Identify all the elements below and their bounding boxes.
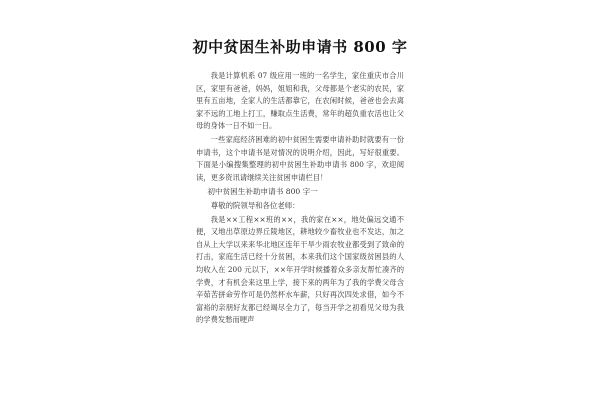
letter-greeting: 尊敬的院领导和各位老师： (210, 200, 300, 210)
section-subheading: 初中贫困生补助申请书 800 字一 (207, 187, 318, 197)
body-paragraph: 一些家庭经济困难的初中贫困生需要申请补助时就要有一份申请书，这个申请书是对情况的说明介绍，因此，写好很重要。下面是小编搜集整理的初中贫困生补助申请书 800 字，欢迎阅读，更多资讯请继续关注贫困申请栏目！ (196, 134, 404, 182)
document-title: 初中贫困生补助申请书 800 字 (192, 38, 408, 56)
letter-paragraph: 我是××工程××班的××，我的家在××，地处偏远交通不便，又地出草原边界丘陵地区，耕地较少畜牧业也不发达，加之自从上大学以来来华北地区连年干旱少雨农牧业都受到了致命的打击，家庭生活已经十分贫困，本来我们这个国家级贫困县的人均收入在 200 元以下，××年开学时候播着众多亲友帮忙凑齐的学费，才有机会来这里上学，接下来的两年为了我的学费父母含辛茹苦拼命劳作可是仍然杯水车薪，只好再次四处求借，如今不富裕的亲朋好友都已经竭尽全力了，每当开学之初看见父母为我的学费发愁而哽声 (196, 214, 404, 325)
body-paragraph: 我是计算机系 07 级应用一班的一名学生，家住重庆市合川区，家里有爸爸，妈妈，姐姐和我，父母都是个老实的农民，家里有五亩地，全家人的生活都靠它，在农闲时候，爸爸也会去离家不远的工地上打工，赚取点生活费，常年的超负重农活也让父母的身体一日不如一日。 (196, 71, 404, 131)
document-body (196, 70, 404, 328)
